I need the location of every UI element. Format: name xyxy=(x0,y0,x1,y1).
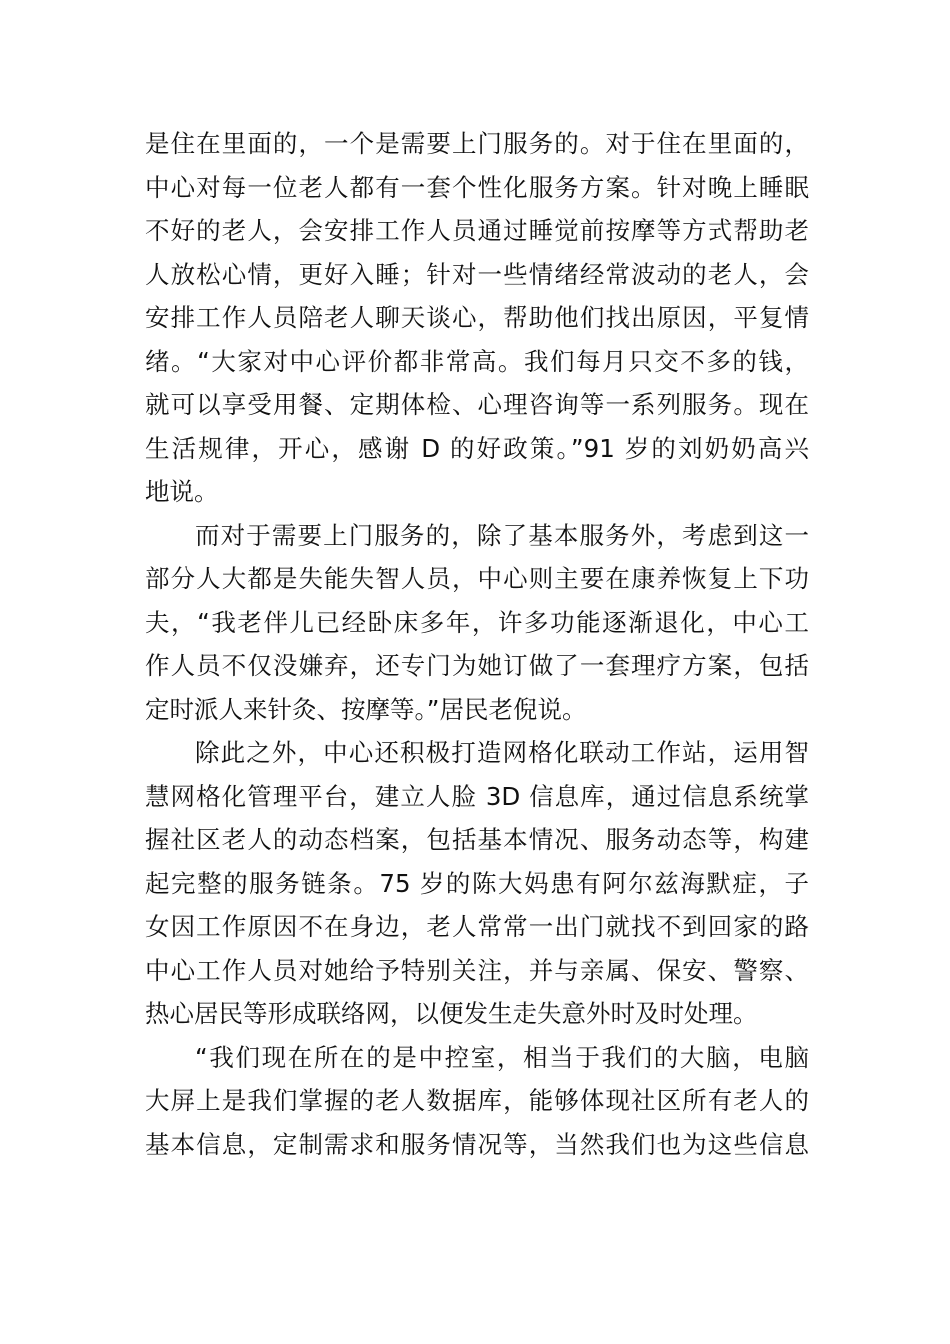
text-line: 起完整的服务链条。75 岁的陈大妈患有阿尔兹海默症，子 xyxy=(145,868,809,898)
paragraph-first-line: “我们现在所在的是中控室，相当于我们的大脑，电脑 xyxy=(195,1042,809,1072)
text-line: 不好的老人，会安排工作人员通过睡觉前按摩等方式帮助老 xyxy=(145,216,809,245)
text-line: 生活规律，开心，感谢 D 的好政策。”91 岁的刘奶奶高兴 xyxy=(145,433,809,463)
text-line: 中心工作人员对她给予特别关注，并与亲属、保安、警察、 xyxy=(145,955,809,985)
text-line: 热心居民等形成联络网，以便发生走失意外时及时处理。 xyxy=(145,999,758,1028)
text-line: 大屏上是我们掌握的老人数据库，能够体现社区所有老人的 xyxy=(145,1086,809,1115)
paragraph-first-line: 而对于需要上门服务的，除了基本服务外，考虑到这一 xyxy=(195,520,809,550)
text-line: 中心对每一位老人都有一套个性化服务方案。针对晚上睡眠 xyxy=(145,172,809,202)
text-line: 基本信息，定制需求和服务情况等，当然我们也为这些信息 xyxy=(145,1129,809,1159)
paragraph-first-line: 除此之外，中心还积极打造网格化联动工作站，运用智 xyxy=(195,738,809,767)
text-line: 安排工作人员陪老人聊天谈心，帮助他们找出原因，平复情 xyxy=(145,303,809,332)
text-line: 就可以享受用餐、定期体检、心理咨询等一系列服务。现在 xyxy=(145,390,809,419)
text-line: 是住在里面的，一个是需要上门服务的。对于住在里面的， xyxy=(145,129,809,158)
text-line: 地说。 xyxy=(145,477,219,506)
text-line: 慧网格化管理平台，建立人脸 3D 信息库，通过信息系统掌 xyxy=(145,781,809,811)
text-line: 部分人大都是失能失智人员，中心则主要在康养恢复上下功 xyxy=(145,564,809,593)
text-line: 握社区老人的动态档案，包括基本情况、服务动态等，构建 xyxy=(145,825,809,854)
text-line: 夫，“我老伴儿已经卧床多年，许多功能逐渐退化，中心工 xyxy=(145,607,809,637)
text-line: 人放松心情，更好入睡；针对一些情绪经常波动的老人，会 xyxy=(145,259,809,289)
text-line: 作人员不仅没嫌弃，还专门为她订做了一套理疗方案，包括 xyxy=(145,651,809,680)
text-line: 定时派人来针灸、按摩等。”居民老倪说。 xyxy=(145,694,587,724)
body-text xyxy=(145,122,809,1166)
text-line: 绪。“大家对中心评价都非常高。我们每月只交不多的钱， xyxy=(145,346,809,376)
text-line: 女因工作原因不在身边，老人常常一出门就找不到回家的路 xyxy=(145,912,809,941)
